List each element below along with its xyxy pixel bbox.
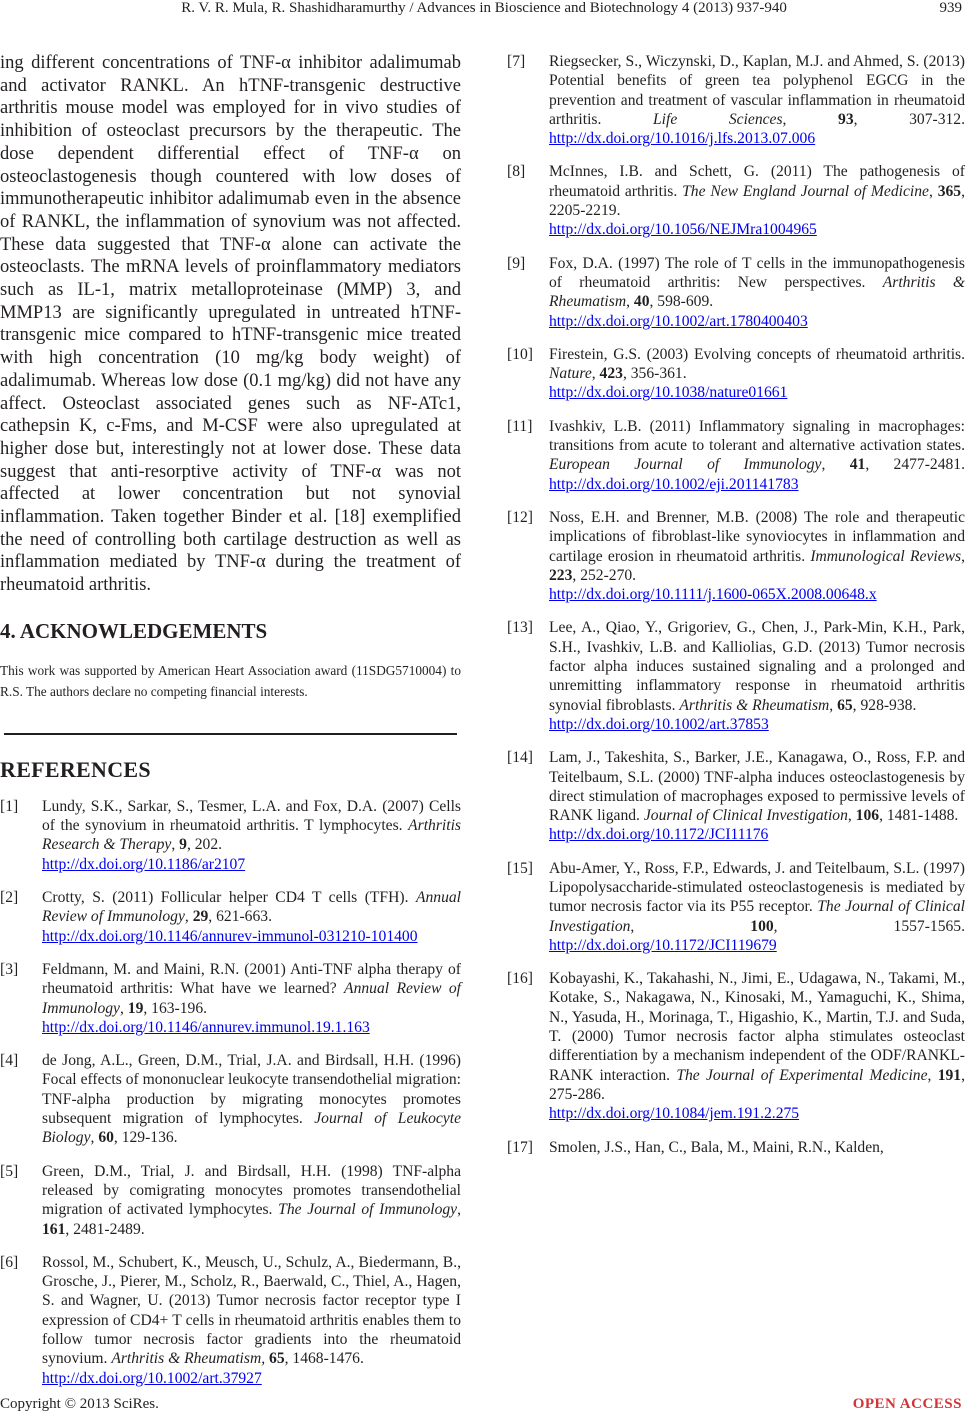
reference-item bbox=[507, 1138, 965, 1157]
acknowledgements-heading: 4. ACKNOWLEDGEMENTS bbox=[0, 618, 268, 643]
reference-pages: , 163-196. bbox=[143, 999, 208, 1017]
reference-volume: 106 bbox=[855, 807, 880, 825]
reference-text: Lee, A., Qiao, Y., Grigoriev, G., Chen, J., Park-Min, K.H., Park, S.H., Ivashkiv, L.B. and Kalliolias, G.D. (2013) Tumor necrosis factor alpha induces sustained signaling and a prolonged and unremitting inflammatory response in rheumatoid arthritis synovial fibroblasts. bbox=[549, 619, 965, 714]
reference-text: Crotty, S. (2011) Follicular helper CD4 T cells (TFH). bbox=[42, 889, 409, 907]
reference-pages: , 2477-2481. bbox=[865, 456, 966, 474]
reference-pages: , 621-663. bbox=[208, 908, 272, 926]
reference-list-left bbox=[0, 797, 461, 1388]
acknowledgements-text: This work was supported by American Heart Association award (11SDG5710004) to R.S. The authors declare no competing financial interests. bbox=[0, 662, 461, 700]
reference-text: Fox, D.A. (1997) The role of T cells in the immunopathogenesis of rheumatoid arthritis: New perspectives. bbox=[549, 254, 965, 291]
reference-text: Abu-Amer, Y., Ross, F.P., Edwards, J. and Teitelbaum, S.L. (1997) Lipopolysaccharide-stimulated osteoclastogenesis is mediated by tumor necrosis factor via its P55 receptor. bbox=[549, 859, 965, 916]
reference-pages: , 356-361. bbox=[622, 365, 687, 383]
reference-volume: 365 bbox=[937, 182, 962, 200]
reference-number: [2] bbox=[0, 889, 19, 907]
reference-journal: Arthritis & Rheumatism bbox=[111, 1350, 262, 1368]
reference-body: McInnes, I.B. and Schett, G. (2011) The pathogenesis of rheumatoid arthritis. The New England Journal of Medicine, 365, 2205-2219. bbox=[549, 163, 965, 220]
reference-text: Feldmann, M. and Maini, R.N. (2001) Anti-TNF alpha therapy of rheumatoid arthritis: What have we learned? bbox=[42, 960, 461, 998]
reference-journal: Arthritis & Rheumatism bbox=[549, 273, 965, 311]
reference-journal: The Journal of Experimental Medicine bbox=[676, 1066, 928, 1084]
reference-volume: 19 bbox=[127, 999, 144, 1017]
reference-journal: Nature bbox=[549, 365, 592, 383]
reference-item bbox=[507, 969, 965, 1123]
reference-volume: 161 bbox=[42, 1220, 66, 1238]
reference-body: Lam, J., Takeshita, S., Barker, J.E., Kanagawa, O., Ross, F.P. and Teitelbaum, S.L. (2000) TNF-alpha induces osteoclastogenesis by direct stimulation of macrophages exposed to permissive levels of RANK ligand. Journal of Clinical Investigation, 106, 1481-1488. bbox=[549, 749, 965, 825]
reference-pages: , 2205-2219. bbox=[549, 182, 965, 220]
reference-doi-link[interactable]: http://dx.doi.org/10.1111/j.1600-065X.2008.00648.x bbox=[549, 586, 877, 604]
reference-number: [8] bbox=[507, 163, 526, 181]
reference-journal: European Journal of Immunology bbox=[549, 456, 822, 474]
reference-volume: 100 bbox=[750, 917, 774, 935]
reference-doi-link[interactable]: http://dx.doi.org/10.1084/jem.191.2.275 bbox=[549, 1105, 800, 1123]
reference-journal: Arthritis & Rheumatism bbox=[679, 696, 830, 714]
reference-doi-link[interactable]: http://dx.doi.org/10.1002/eji.201141783 bbox=[549, 475, 799, 493]
reference-volume: 191 bbox=[937, 1066, 962, 1084]
references-heading: REFERENCES bbox=[0, 756, 151, 782]
reference-doi-link[interactable]: http://dx.doi.org/10.1186/ar2107 bbox=[42, 855, 246, 873]
reference-pages: , 202. bbox=[186, 836, 223, 854]
reference-volume: 9 bbox=[179, 836, 187, 854]
reference-number: [13] bbox=[507, 619, 533, 637]
running-head: R. V. R. Mula, R. Shashidharamurthy / Advances in Bioscience and Biotechnology 4 (2013) 937-940 bbox=[181, 0, 787, 16]
reference-number: [3] bbox=[0, 960, 19, 978]
reference-journal: Life Sciences bbox=[653, 110, 783, 128]
reference-item bbox=[507, 162, 965, 239]
reference-item bbox=[507, 508, 965, 604]
reference-text: Noss, E.H. and Brenner, M.B. (2008) The role and therapeutic implications of fibroblast-like synoviocytes in inflammation and cartilage erosion in rheumatoid arthritis. bbox=[549, 508, 965, 565]
body-paragraph: ing different concentrations of TNF-α inhibitor adalimumab and activator RANKL. An hTNF-transgenic destructive arthritis mouse model was employed for in vivo studies of inhibition of osteoclast precursors by the therapeutic. The dose dependent differential effect of TNF-α on osteoclastogenesis though countered with low doses of immunotherapeutic inhibitor adalimumab even in the absence of RANKL, the inflammation of synovium was not affected. These data suggested that TNF-α alone can activate the osteoclasts. The mRNA levels of proinflammatory mediators such as IL-1, matrix metalloproteinase (MMP) 3, and MMP13 are significantly upregulated in untreated hTNF-transgenic mice compared to hTNF-transgenic mice treated with high concentration (10 mg/kg body weight) of adalimumab. Whereas low dose (0.1 mg/kg) did not have any affect. Osteoclast associated genes such as NF-ATc1, cathepsin K, c-Fms, and M-CSF were also upregulated at higher dose but, interestingly not at lower dose. These data suggest that anti-resorptive activity of TNF-α was not affected at lower concentration but not synovial inflammation. Taken together Binder et al. [18] exemplified the need of controlling both cartilage destruction as well as inflammation mediated by TNF-α during the treatment of rheumatoid arthritis. bbox=[0, 53, 461, 596]
reference-body: Fox, D.A. (1997) The role of T cells in the immunopathogenesis of rheumatoid arthritis: New perspectives. Arthritis & Rheumatism, 40, 598-609. bbox=[549, 254, 965, 311]
left-column bbox=[0, 52, 461, 1402]
reference-body: Feldmann, M. and Maini, R.N. (2001) Anti-TNF alpha therapy of rheumatoid arthritis: What have we learned? Annual Review of Immunology, 19, 163-196. bbox=[42, 960, 461, 1017]
reference-text: de Jong, A.L., Green, D.M., Trial, J.A. and Birdsall, H.H. (1996) Focal effects of mononuclear leukocyte transendothelial migration: TNF-alpha production by migrating monocytes promotes subsequent migration of lymphocytes. bbox=[42, 1052, 461, 1128]
reference-pages: , 275-286. bbox=[549, 1066, 965, 1103]
reference-text: McInnes, I.B. and Schett, G. (2011) The pathogenesis of rheumatoid arthritis. bbox=[549, 163, 965, 200]
reference-body: Ivashkiv, L.B. (2011) Inflammatory signaling in macrophages: transitions from acute to tolerant and alternative activation states. European Journal of Immunology, 41, 2477-2481. http://dx.doi.org/10.1002/eji.201141783 bbox=[549, 417, 966, 493]
reference-item bbox=[507, 748, 965, 844]
reference-text: Kobayashi, K., Takahashi, N., Jimi, E., Udagawa, N., Takami, M., Kotake, S., Nakagawa, N., Kinosaki, M., Yamaguchi, K., Shima, N., Yasuda, H., Morinaga, T., Higashio, K., Martin, T.J. and Suda, T. (2000) Tumor necrosis factor alpha stimulates osteoclast differentiation by a mechanism independent of the ODF/RANKL-RANK interaction. bbox=[549, 970, 965, 1084]
reference-pages: , 1468-1476. bbox=[284, 1350, 364, 1368]
reference-list-right bbox=[507, 52, 965, 1157]
reference-journal: Annual Review of Immunology bbox=[42, 889, 461, 926]
reference-pages: , 598-609. bbox=[649, 293, 714, 311]
reference-number: [9] bbox=[507, 254, 526, 272]
reference-pages: , 129-136. bbox=[113, 1129, 178, 1147]
reference-body: Abu-Amer, Y., Ross, F.P., Edwards, J. and Teitelbaum, S.L. (1997) Lipopolysaccharide-stimulated osteoclastogenesis is mediated by tumor necrosis factor via its P55 receptor. The Journal of Clinical Investigation, 100, 1557-1565. http://dx.doi.org/10.1172/JCI119679 bbox=[549, 859, 965, 954]
reference-item bbox=[507, 618, 965, 734]
reference-item bbox=[0, 797, 461, 874]
reference-text: Riegsecker, S., Wiczynski, D., Kaplan, M.J. and Ahmed, S. (2013) Potential benefits of green tea polyphenol EGCG in the prevention and treatment of vascular inflammation in rheumatoid arthritis. bbox=[549, 53, 965, 128]
reference-body: Lundy, S.K., Sarkar, S., Tesmer, L.A. and Fox, D.A. (2007) Cells of the synovium in rheumatoid arthritis. T lymphocytes. Arthritis Research & Therapy, 9, 202. bbox=[42, 797, 461, 854]
reference-journal: Immunological Reviews bbox=[810, 547, 962, 565]
reference-volume: 29 bbox=[192, 908, 209, 926]
reference-journal: The Journal of Clinical Investigation bbox=[549, 898, 965, 935]
reference-pages: , 928-938. bbox=[852, 696, 917, 714]
reference-journal: Arthritis Research & Therapy bbox=[42, 817, 461, 854]
reference-body: Kobayashi, K., Takahashi, N., Jimi, E., Udagawa, N., Takami, M., Kotake, S., Nakagawa, N., Kinosaki, M., Yamaguchi, K., Shima, N., Yasuda, H., Morinaga, T., Higashio, K., Martin, T.J. and Suda, T. (2000) Tumor necrosis factor alpha stimulates osteoclast differentiation by a mechanism independent of the ODF/RANKL-RANK interaction. The Journal of Experimental Medicine, 191, 275-286. bbox=[549, 970, 965, 1103]
reference-pages: , 1481-1488. bbox=[879, 807, 959, 825]
reference-doi-link[interactable]: http://dx.doi.org/10.1172/JCI11176 bbox=[549, 826, 769, 844]
section-divider bbox=[4, 733, 457, 735]
reference-body: Green, D.M., Trial, J. and Birdsall, H.H. (1998) TNF-alpha released by comigrating monocytes promotes transendothelial migration of activated lymphocytes. The Journal of Immunology, 161, 2481-2489. bbox=[42, 1162, 462, 1238]
reference-number: [7] bbox=[507, 53, 526, 70]
reference-doi-link[interactable]: http://dx.doi.org/10.1146/annurev-immunol-031210-101400 bbox=[42, 927, 418, 945]
reference-item bbox=[0, 1162, 461, 1239]
reference-number: [15] bbox=[507, 859, 533, 877]
reference-volume: 93 bbox=[838, 110, 854, 128]
reference-number: [4] bbox=[0, 1052, 19, 1070]
reference-journal: Journal of Clinical Investigation bbox=[643, 807, 848, 825]
reference-volume: 41 bbox=[849, 456, 866, 474]
reference-body: Firestein, G.S. (2003) Evolving concepts of rheumatoid arthritis. Nature, 423, 356-361. bbox=[549, 345, 965, 383]
reference-item bbox=[0, 1253, 461, 1388]
reference-item bbox=[507, 859, 965, 955]
reference-journal: The New England Journal of Medicine bbox=[682, 182, 929, 200]
reference-journal: Annual Review of Immunology bbox=[42, 980, 461, 1017]
reference-text: Smolen, J.S., Han, C., Bala, M., Maini, R.N., Kalden, bbox=[549, 1138, 884, 1156]
reference-doi-link[interactable]: http://dx.doi.org/10.1002/art.37853 bbox=[549, 715, 769, 733]
page-header bbox=[0, 0, 968, 28]
reference-text: Lundy, S.K., Sarkar, S., Tesmer, L.A. and Fox, D.A. (2007) Cells of the synovium in rheumatoid arthritis. T lymphocytes. bbox=[42, 797, 461, 835]
reference-volume: 40 bbox=[633, 293, 650, 311]
reference-body: Lee, A., Qiao, Y., Grigoriev, G., Chen, J., Park-Min, K.H., Park, S.H., Ivashkiv, L.B. and Kalliolias, G.D. (2013) Tumor necrosis factor alpha induces sustained signaling and a prolonged and unremitting inflammatory response in rheumatoid arthritis synovial fibroblasts. Arthritis & Rheumatism, 65, 928-938. bbox=[549, 619, 965, 714]
reference-number: [17] bbox=[507, 1138, 533, 1156]
reference-volume: 65 bbox=[837, 696, 853, 714]
reference-doi-link[interactable]: http://dx.doi.org/10.1038/nature01661 bbox=[549, 384, 788, 402]
reference-number: [16] bbox=[507, 970, 533, 988]
reference-volume: 65 bbox=[269, 1350, 285, 1368]
reference-text: Rossol, M., Schubert, K., Meusch, U., Schulz, A., Biedermann, B., Grosche, J., Pierer, M., Scholz, R., Baerwald, C., Thiel, A., Hagen, S. and Wagner, U. (2013) Tumor necrosis factor receptor type I expression of CD4+ T cells in rheumatoid arthritis enables them to follow tumor necrosis factor gradients into the rheumatoid synovium. bbox=[42, 1253, 461, 1368]
reference-text: Ivashkiv, L.B. (2011) Inflammatory signaling in macrophages: transitions from acute to tolerant and alternative activation states. bbox=[549, 417, 965, 455]
reference-pages: , 252-270. bbox=[572, 566, 637, 584]
reference-pages: , 2481-2489. bbox=[65, 1220, 145, 1238]
reference-item bbox=[0, 888, 461, 946]
reference-number: [12] bbox=[507, 508, 533, 526]
reference-body: Riegsecker, S., Wiczynski, D., Kaplan, M.J. and Ahmed, S. (2013) Potential benefits of green tea polyphenol EGCG in the prevention and treatment of vascular inflammation in rheumatoid arthritis. Life Sciences, 93, 307-312. http://dx.doi.org/10.1016/j.lfs.2013.07.006 bbox=[549, 53, 966, 148]
reference-body: Crotty, S. (2011) Follicular helper CD4 T cells (TFH). Annual Review of Immunology, 29, 621-663. bbox=[42, 889, 461, 926]
reference-number: [6] bbox=[0, 1253, 19, 1271]
reference-item bbox=[0, 1051, 461, 1147]
reference-volume: 60 bbox=[98, 1129, 114, 1147]
page-footer bbox=[0, 1396, 968, 1414]
reference-body: Rossol, M., Schubert, K., Meusch, U., Schulz, A., Biedermann, B., Grosche, J., Pierer, M., Scholz, R., Baerwald, C., Thiel, A., Hagen, S. and Wagner, U. (2013) Tumor necrosis factor receptor type I expression of CD4+ T cells in rheumatoid arthritis enables them to follow tumor necrosis factor gradients into the rheumatoid synovium. Arthritis & Rheumatism, 65, 1468-1476. bbox=[42, 1253, 461, 1368]
reference-doi-link[interactable]: http://dx.doi.org/10.1002/art.37927 bbox=[42, 1369, 262, 1387]
reference-volume: 423 bbox=[599, 365, 623, 383]
reference-number: [1] bbox=[0, 797, 19, 815]
reference-text: Green, D.M., Trial, J. and Birdsall, H.H. (1998) TNF-alpha released by comigrating monocytes promotes transendothelial migration of activated lymphocytes. bbox=[42, 1162, 461, 1219]
reference-pages: , 1557-1565. bbox=[773, 917, 965, 935]
reference-doi-link[interactable]: http://dx.doi.org/10.1016/j.lfs.2013.07.006 bbox=[549, 130, 816, 148]
reference-body: de Jong, A.L., Green, D.M., Trial, J.A. and Birdsall, H.H. (1996) Focal effects of mononuclear leukocyte transendothelial migration: TNF-alpha production by migrating monocytes promotes subsequent migration of lymphocytes. Journal of Leukocyte Biology, 60, 129-136. bbox=[42, 1052, 461, 1147]
reference-doi-link[interactable]: http://dx.doi.org/10.1056/NEJMra1004965 bbox=[549, 221, 817, 239]
reference-text: Lam, J., Takeshita, S., Barker, J.E., Kanagawa, O., Ross, F.P. and Teitelbaum, S.L. (2000) TNF-alpha induces osteoclastogenesis by direct stimulation of macrophages exposed to permissive levels of RANK ligand. bbox=[549, 749, 965, 825]
reference-item bbox=[507, 417, 965, 494]
reference-item bbox=[507, 52, 965, 148]
right-column bbox=[507, 52, 965, 1171]
reference-doi-link[interactable]: http://dx.doi.org/10.1002/art.1780400403 bbox=[549, 312, 808, 330]
reference-body: Noss, E.H. and Brenner, M.B. (2008) The role and therapeutic implications of fibroblast-like synoviocytes in inflammation and cartilage erosion in rheumatoid arthritis. Immunological Reviews, 223, 252-270. bbox=[549, 508, 965, 584]
reference-item bbox=[507, 254, 965, 331]
reference-journal: Journal of Leukocyte Biology bbox=[42, 1110, 461, 1147]
copyright-notice: Copyright © 2013 SciRes. bbox=[0, 1396, 159, 1412]
reference-item bbox=[0, 960, 461, 1037]
reference-number: [10] bbox=[507, 345, 533, 363]
page-number: 939 bbox=[939, 0, 962, 16]
reference-number: [14] bbox=[507, 749, 533, 767]
reference-journal: The Journal of Immunology bbox=[278, 1201, 458, 1219]
reference-text: Firestein, G.S. (2003) Evolving concepts of rheumatoid arthritis. bbox=[549, 345, 965, 363]
reference-number: [5] bbox=[0, 1162, 19, 1180]
reference-number: [11] bbox=[507, 417, 533, 435]
open-access-label: OPEN ACCESS bbox=[852, 1396, 962, 1412]
reference-item bbox=[507, 345, 965, 403]
reference-pages: , 307-312. bbox=[853, 110, 966, 128]
reference-doi-link[interactable]: http://dx.doi.org/10.1146/annurev.immunol.19.1.163 bbox=[42, 1018, 370, 1036]
reference-volume: 223 bbox=[549, 566, 573, 584]
reference-doi-link[interactable]: http://dx.doi.org/10.1172/JCI119679 bbox=[549, 936, 777, 954]
reference-body bbox=[549, 1139, 884, 1156]
